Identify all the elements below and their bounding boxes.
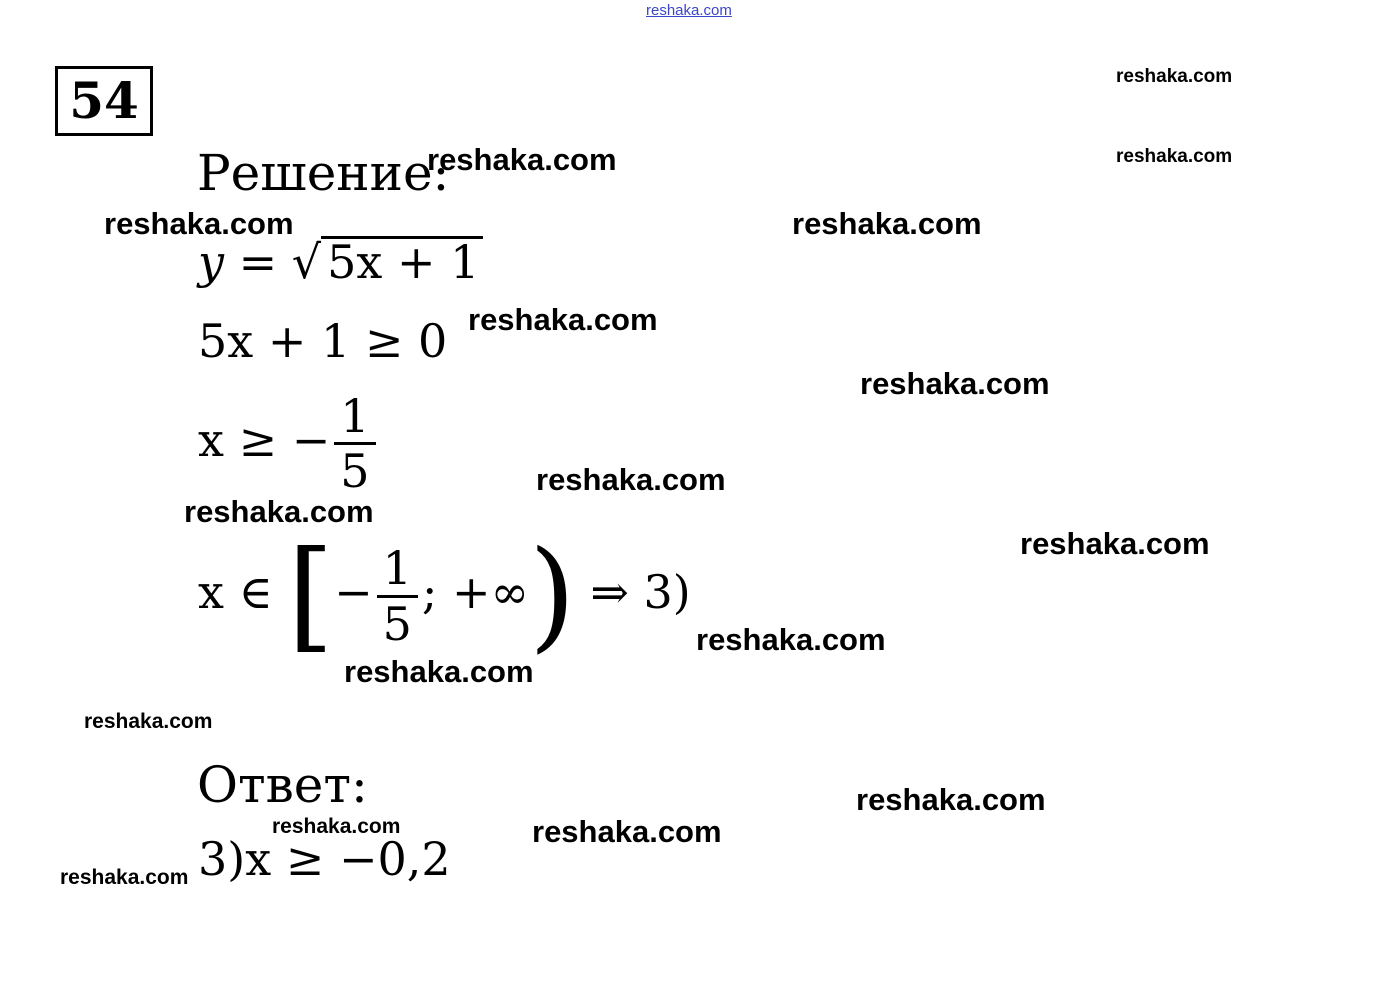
watermark: reshaka.com bbox=[427, 142, 617, 177]
answer-heading: Ответ: bbox=[197, 756, 368, 814]
sqrt-sign-icon: √ bbox=[291, 235, 322, 289]
watermark: reshaka.com bbox=[84, 710, 213, 733]
sqrt-expression bbox=[291, 235, 484, 289]
watermark: reshaka.com bbox=[532, 814, 722, 849]
function-equals: = bbox=[238, 235, 278, 289]
watermark: reshaka.com bbox=[696, 622, 886, 657]
header-link[interactable]: reshaka.com bbox=[646, 2, 732, 19]
watermark: reshaka.com bbox=[272, 815, 401, 838]
problem-number: 54 bbox=[55, 66, 153, 136]
watermark: reshaka.com bbox=[860, 366, 1050, 401]
sqrt-radicand: 5x + 1 bbox=[321, 236, 483, 285]
watermark: reshaka.com bbox=[792, 206, 982, 241]
watermark: reshaka.com bbox=[468, 302, 658, 337]
fraction-denominator: 5 bbox=[340, 444, 370, 499]
inequality-2-lhs: x ≥ − bbox=[198, 412, 331, 467]
interval-close-bracket: ) bbox=[528, 526, 576, 665]
watermark: reshaka.com bbox=[536, 462, 726, 497]
watermark: reshaka.com bbox=[1020, 526, 1210, 561]
watermark: reshaka.com bbox=[104, 206, 294, 241]
interval-fraction-numerator: 1 bbox=[377, 544, 418, 597]
interval-result: ⇒ 3) bbox=[590, 565, 691, 619]
watermark: reshaka.com bbox=[1116, 66, 1233, 87]
inequality-2 bbox=[198, 389, 380, 499]
interval-minus: − bbox=[334, 565, 373, 619]
interval-open-bracket: [ bbox=[287, 526, 335, 665]
watermark: reshaka.com bbox=[344, 654, 534, 689]
watermark: reshaka.com bbox=[856, 782, 1046, 817]
inequality-1: 5x + 1 ≥ 0 bbox=[198, 314, 448, 368]
watermark: reshaka.com bbox=[1116, 146, 1233, 167]
interval-line bbox=[198, 526, 691, 665]
interval-lhs: x ∈ bbox=[198, 565, 273, 619]
fraction-numerator: 1 bbox=[334, 392, 375, 445]
interval-fraction-denominator: 5 bbox=[382, 596, 412, 651]
function-definition bbox=[198, 235, 483, 289]
watermark: reshaka.com bbox=[60, 866, 189, 889]
solution-heading: Решение: bbox=[197, 144, 450, 202]
watermark: reshaka.com bbox=[184, 494, 374, 529]
answer-value: 3)x ≥ −0,2 bbox=[198, 832, 451, 886]
interval-rest: ; +∞ bbox=[421, 565, 529, 619]
interval-fraction bbox=[377, 541, 418, 651]
fraction-one-fifth bbox=[334, 389, 375, 499]
function-lhs: y bbox=[198, 235, 224, 289]
